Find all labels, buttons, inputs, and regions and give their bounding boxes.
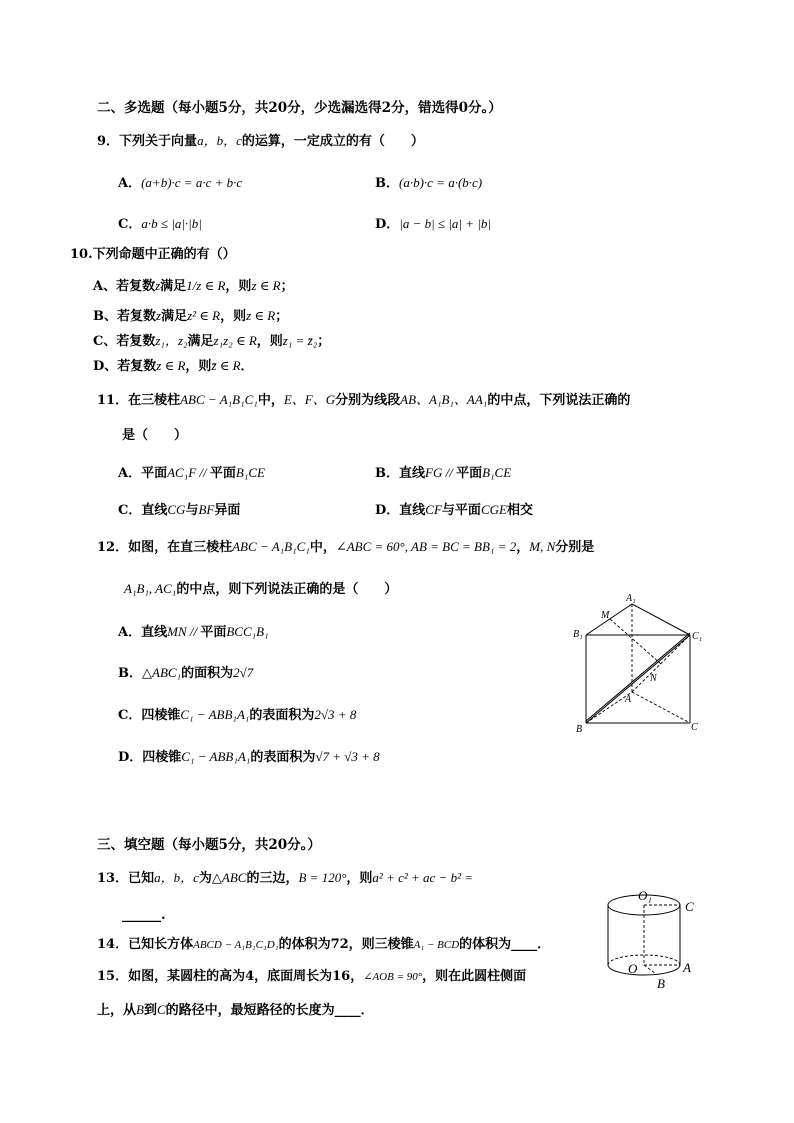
question-12-option-b: B．△ABC₁的面积为2√7 (118, 665, 254, 681)
label-c: C (691, 722, 698, 733)
label-a: A (625, 694, 632, 705)
section-3-title: 三、填空题（每小题5分，共20分。） (97, 837, 321, 853)
hidden-seg-m-n (610, 619, 661, 664)
question-10-option-c: C、若复数z₁，z₂满足z₁z₂ ∈ R，则z₁ = z̄₂； (93, 333, 331, 349)
question-12-option-c: C．四棱锥C₁ − ABB₁A₁的表面积为2√3 + 8 (118, 707, 357, 723)
question-number: 9． (97, 134, 120, 149)
question-13-blank: ______. (122, 908, 166, 923)
prism-figure (570, 590, 705, 740)
label-c: C (685, 899, 694, 914)
label-m: M (601, 610, 610, 621)
question-number: 14． (97, 937, 129, 952)
label-o1: O₁ (638, 888, 652, 903)
cylinder-figure (600, 885, 705, 990)
question-9-option-b: B．(a·b)·c = a·(b·c) (375, 175, 483, 191)
section-2-title: 二、多选题（每小题5分，共20分，少选漏选得2分，错选得0分。） (97, 100, 502, 116)
label-n: N (650, 673, 657, 684)
question-10-option-d: D、若复数z ∈ R，则z̄ ∈ R． (93, 358, 254, 374)
label-a: A (683, 960, 691, 975)
diag-b-c1-second (586, 633, 690, 721)
label-c1: C₁ (692, 631, 703, 642)
question-15-stem-line2: 上，从B到C的路径中，最短路径的长度为____． (97, 1002, 374, 1018)
question-11-option-d: D．直线CF与平面CGE相交 (375, 502, 533, 518)
label-b: B (657, 976, 665, 990)
question-9-option-a: A．(a+b)·c = a·c + b·c (118, 175, 243, 191)
radius-o-b (644, 965, 656, 974)
question-12-option-d: D．四棱锥C₁ − ABB₁A₁的表面积为√7 + √3 + 8 (118, 749, 380, 765)
question-number: 11． (97, 393, 129, 408)
edge-a1-c1 (632, 604, 690, 635)
question-10-option-a: A、若复数z满足1/z ∈ R，则z ∈ R； (93, 278, 294, 294)
question-number: 13． (97, 871, 129, 886)
bottom-front-arc (608, 965, 680, 975)
question-number: 12． (97, 540, 129, 555)
question-11-stem: 11．在三棱柱ABC − A₁B₁C₁中，E、F、G分别为线段AB、A₁B₁、AA₁的中点，下列说法正确的 (97, 392, 631, 408)
question-12-option-a: A．直线MN // 平面BCC₁B₁ (118, 624, 269, 640)
question-9-stem: 9．下列关于向量a，b，c的运算，一定成立的有（ ） (97, 133, 424, 149)
question-11-option-b: B．直线FG // 平面B₁CE (375, 465, 512, 481)
question-15-stem: 15．如图，某圆柱的高为4，底面周长为16，∠AOB = 90°，则在此圆柱侧面 (97, 969, 527, 984)
question-9-option-c: C．a·b ≤ |a|·|b| (118, 216, 202, 232)
question-12-stem: 12．如图，在直三棱柱ABC − A₁B₁C₁中，∠ABC = 60°, AB = BC = BB₁ = 2，M, N分别是 (97, 539, 595, 555)
question-14-stem: 14．已知长方体ABCD − A₁B₁C₁D₁的体积为72，则三棱锥A₁ − BCD的体积为____． (97, 937, 551, 952)
hidden-edge-a-c (632, 692, 690, 723)
question-10-stem: 10.下列命题中正确的有（） (70, 247, 236, 262)
label-a1: A₁ (626, 593, 636, 604)
question-11-option-c: C．直线CG与BF异面 (118, 502, 241, 518)
question-9-option-d: D．|a − b| ≤ |a| + |b| (375, 216, 491, 232)
question-11-stem-line2: 是（ ） (122, 428, 188, 443)
question-11-option-a: A．平面AC₁F // 平面B₁CE (118, 465, 265, 481)
question-10-option-b: B、若复数z满足z² ∈ R，则z ∈ R； (93, 308, 289, 324)
label-b: B (576, 724, 583, 735)
label-o: O (628, 961, 638, 976)
diag-b-c1 (586, 635, 690, 723)
question-13-stem: 13．已知a，b，c为△ABC的三边，B = 120°，则a² + c² + ac − b² = (97, 870, 473, 886)
label-b1: B₁ (573, 629, 583, 640)
question-12-stem-line2: A₁B₁, AC₁的中点，则下列说法正确的是（ ） (124, 581, 398, 597)
question-number: 15． (97, 969, 129, 984)
